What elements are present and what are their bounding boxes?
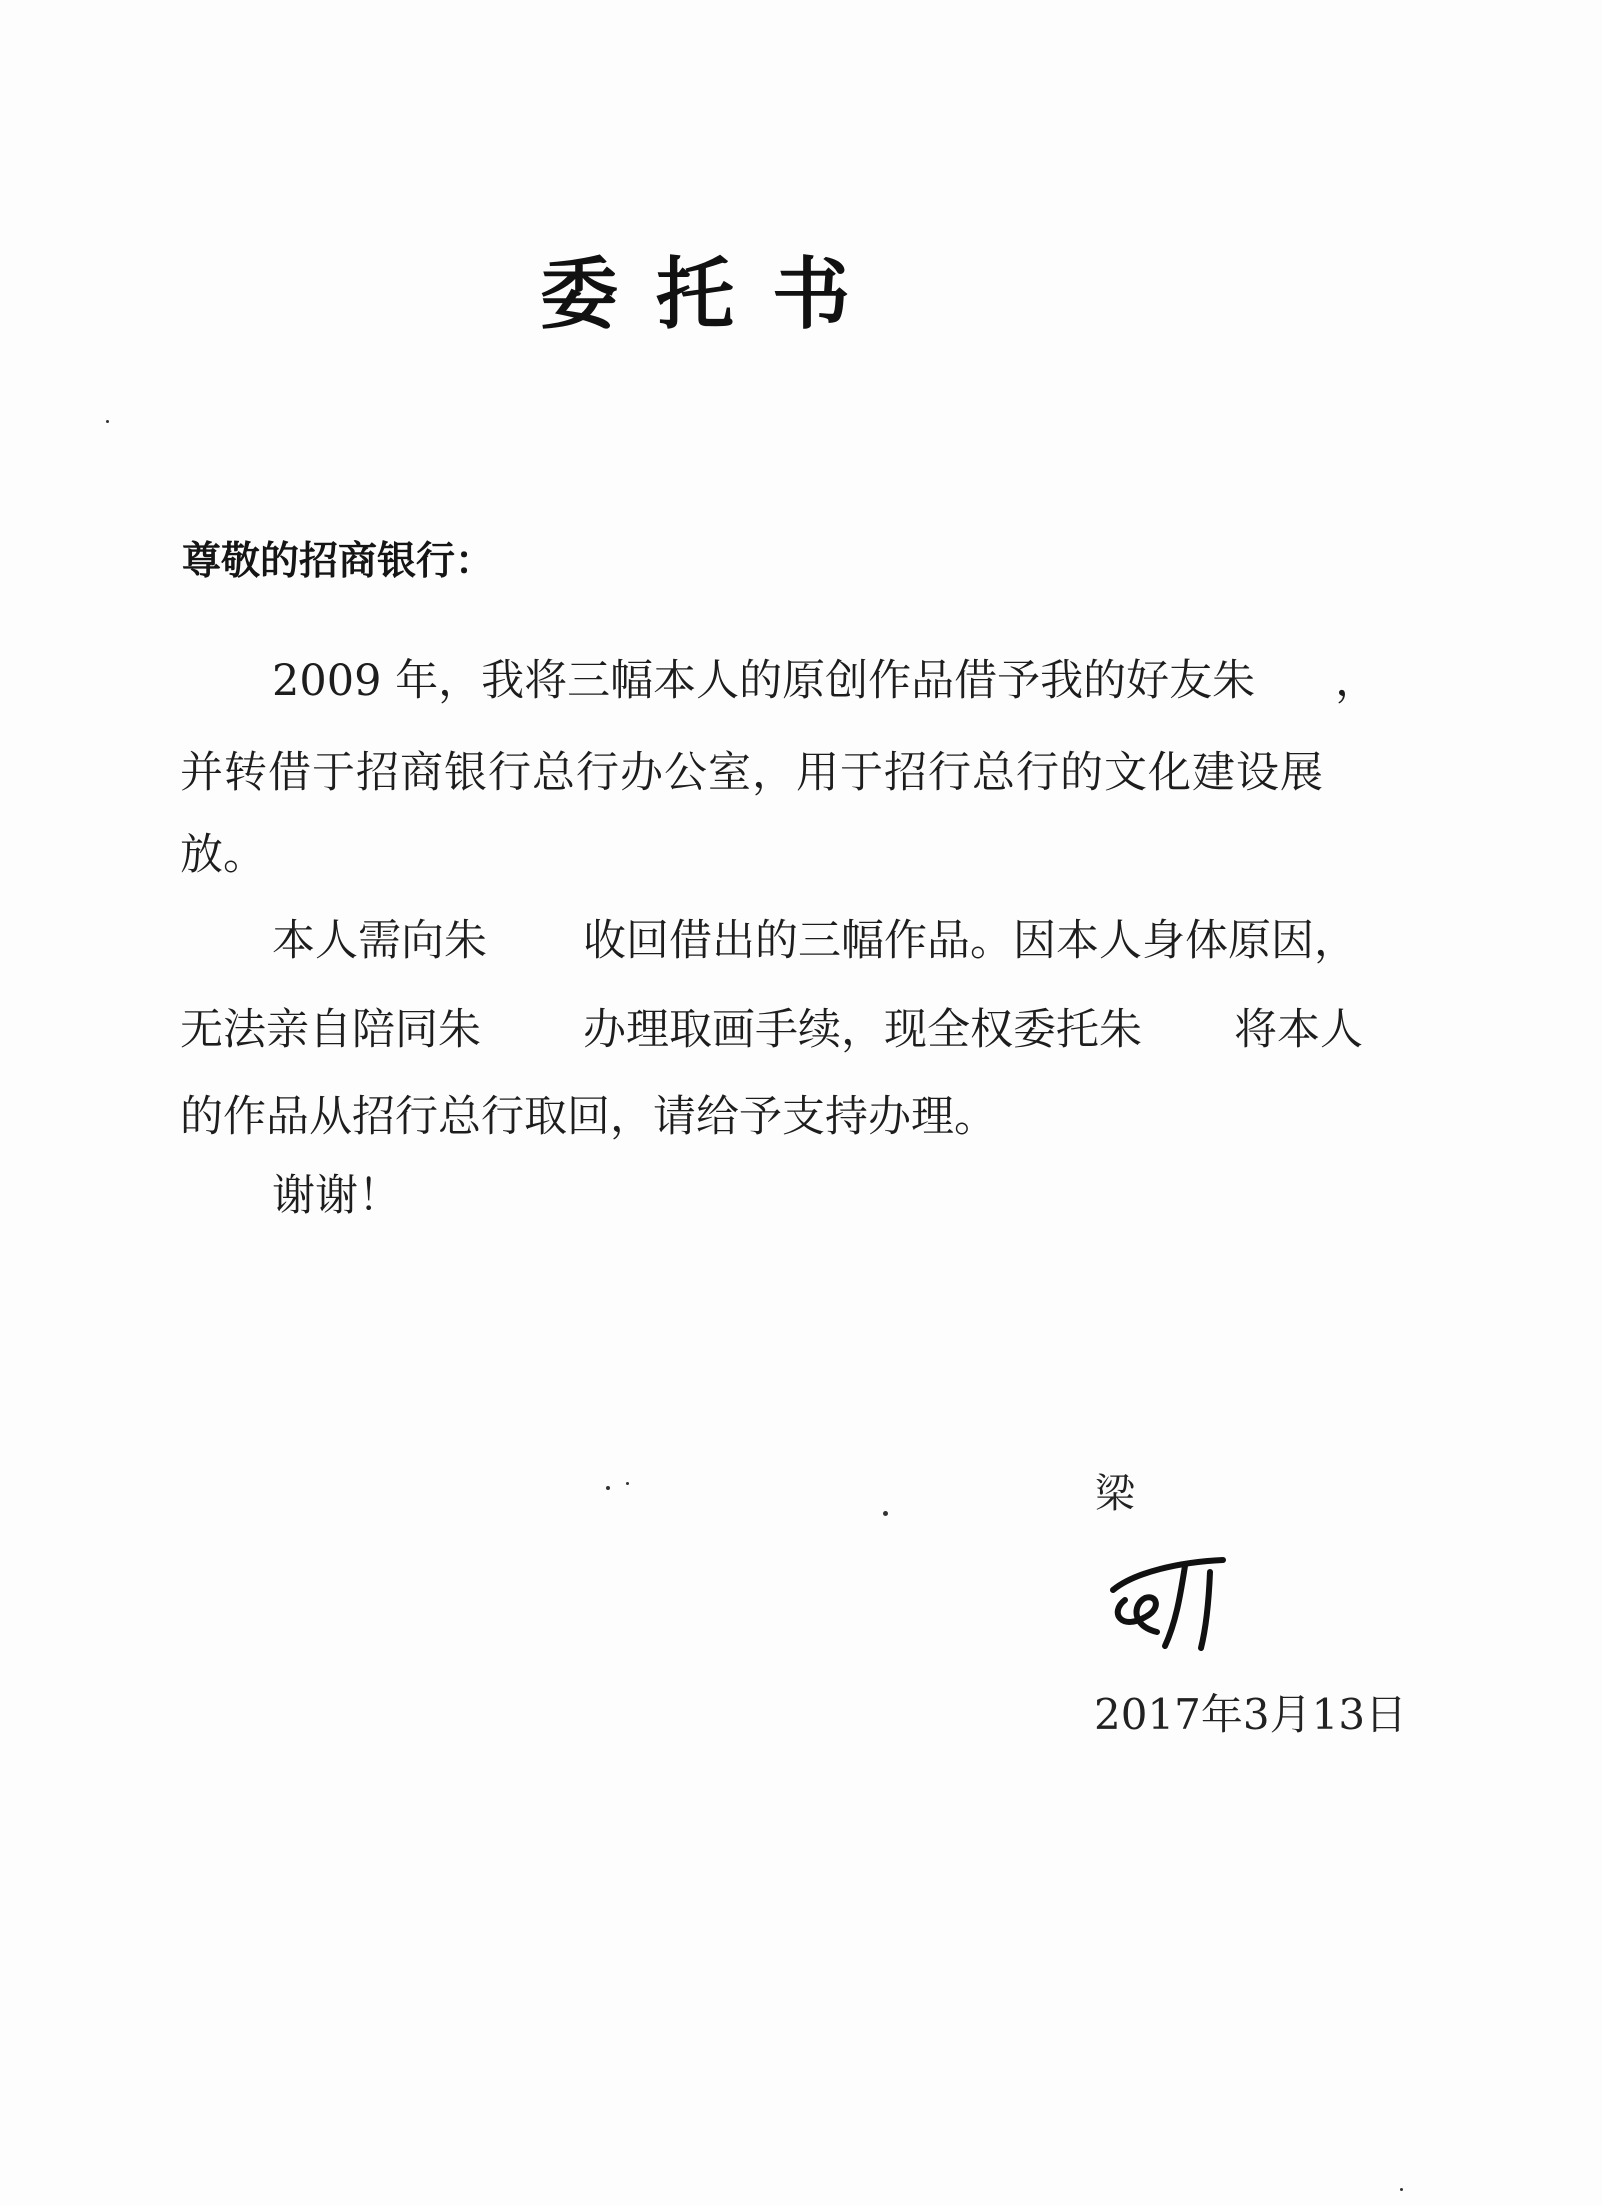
paragraph-1-line-3: 放。	[180, 830, 266, 880]
paragraph-2-line-1-text: 本人需向朱	[272, 916, 487, 966]
paragraph-2-line-2-b: 办理取画手续，现全权委托朱	[583, 1005, 1142, 1055]
paragraph-1-line-1	[272, 656, 1379, 706]
salutation: 尊敬的招商银行：	[182, 539, 495, 584]
paragraph-2-line-2-c: 将本人	[1234, 1005, 1363, 1055]
letter-date: 2017年3月13日	[1094, 1690, 1408, 1739]
document-title: 委托书	[540, 249, 889, 340]
paragraph-2-line-3: 的作品从招行总行取回，请给予支持办理。	[180, 1092, 997, 1142]
paragraph-2-line-1	[272, 916, 1357, 966]
signer-surname: 梁	[1095, 1471, 1135, 1517]
closing-thanks: 谢谢！	[272, 1171, 401, 1221]
paper-speck	[626, 1482, 629, 1485]
paper-speck	[883, 1511, 888, 1516]
paragraph-1-line-1-text: 2009 年，我将三幅本人的原创作品借予我的好友朱	[272, 656, 1256, 706]
paper-speck	[606, 1486, 610, 1490]
paragraph-1-line-2: 并转借于招商银行总行办公室，用于招行总行的文化建设展	[180, 748, 1324, 798]
paragraph-2-line-2	[180, 1005, 1363, 1055]
paragraph-2-line-1-end: 收回借出的三幅作品。因本人身体原因，	[583, 916, 1357, 966]
paper-speck	[1400, 2188, 1403, 2191]
paper-speck	[106, 420, 109, 423]
paragraph-2-line-2-a: 无法亲自陪同朱	[180, 1005, 481, 1055]
handwritten-signature	[1105, 1550, 1295, 1660]
paragraph-1-line-1-end: ，	[1335, 656, 1379, 706]
